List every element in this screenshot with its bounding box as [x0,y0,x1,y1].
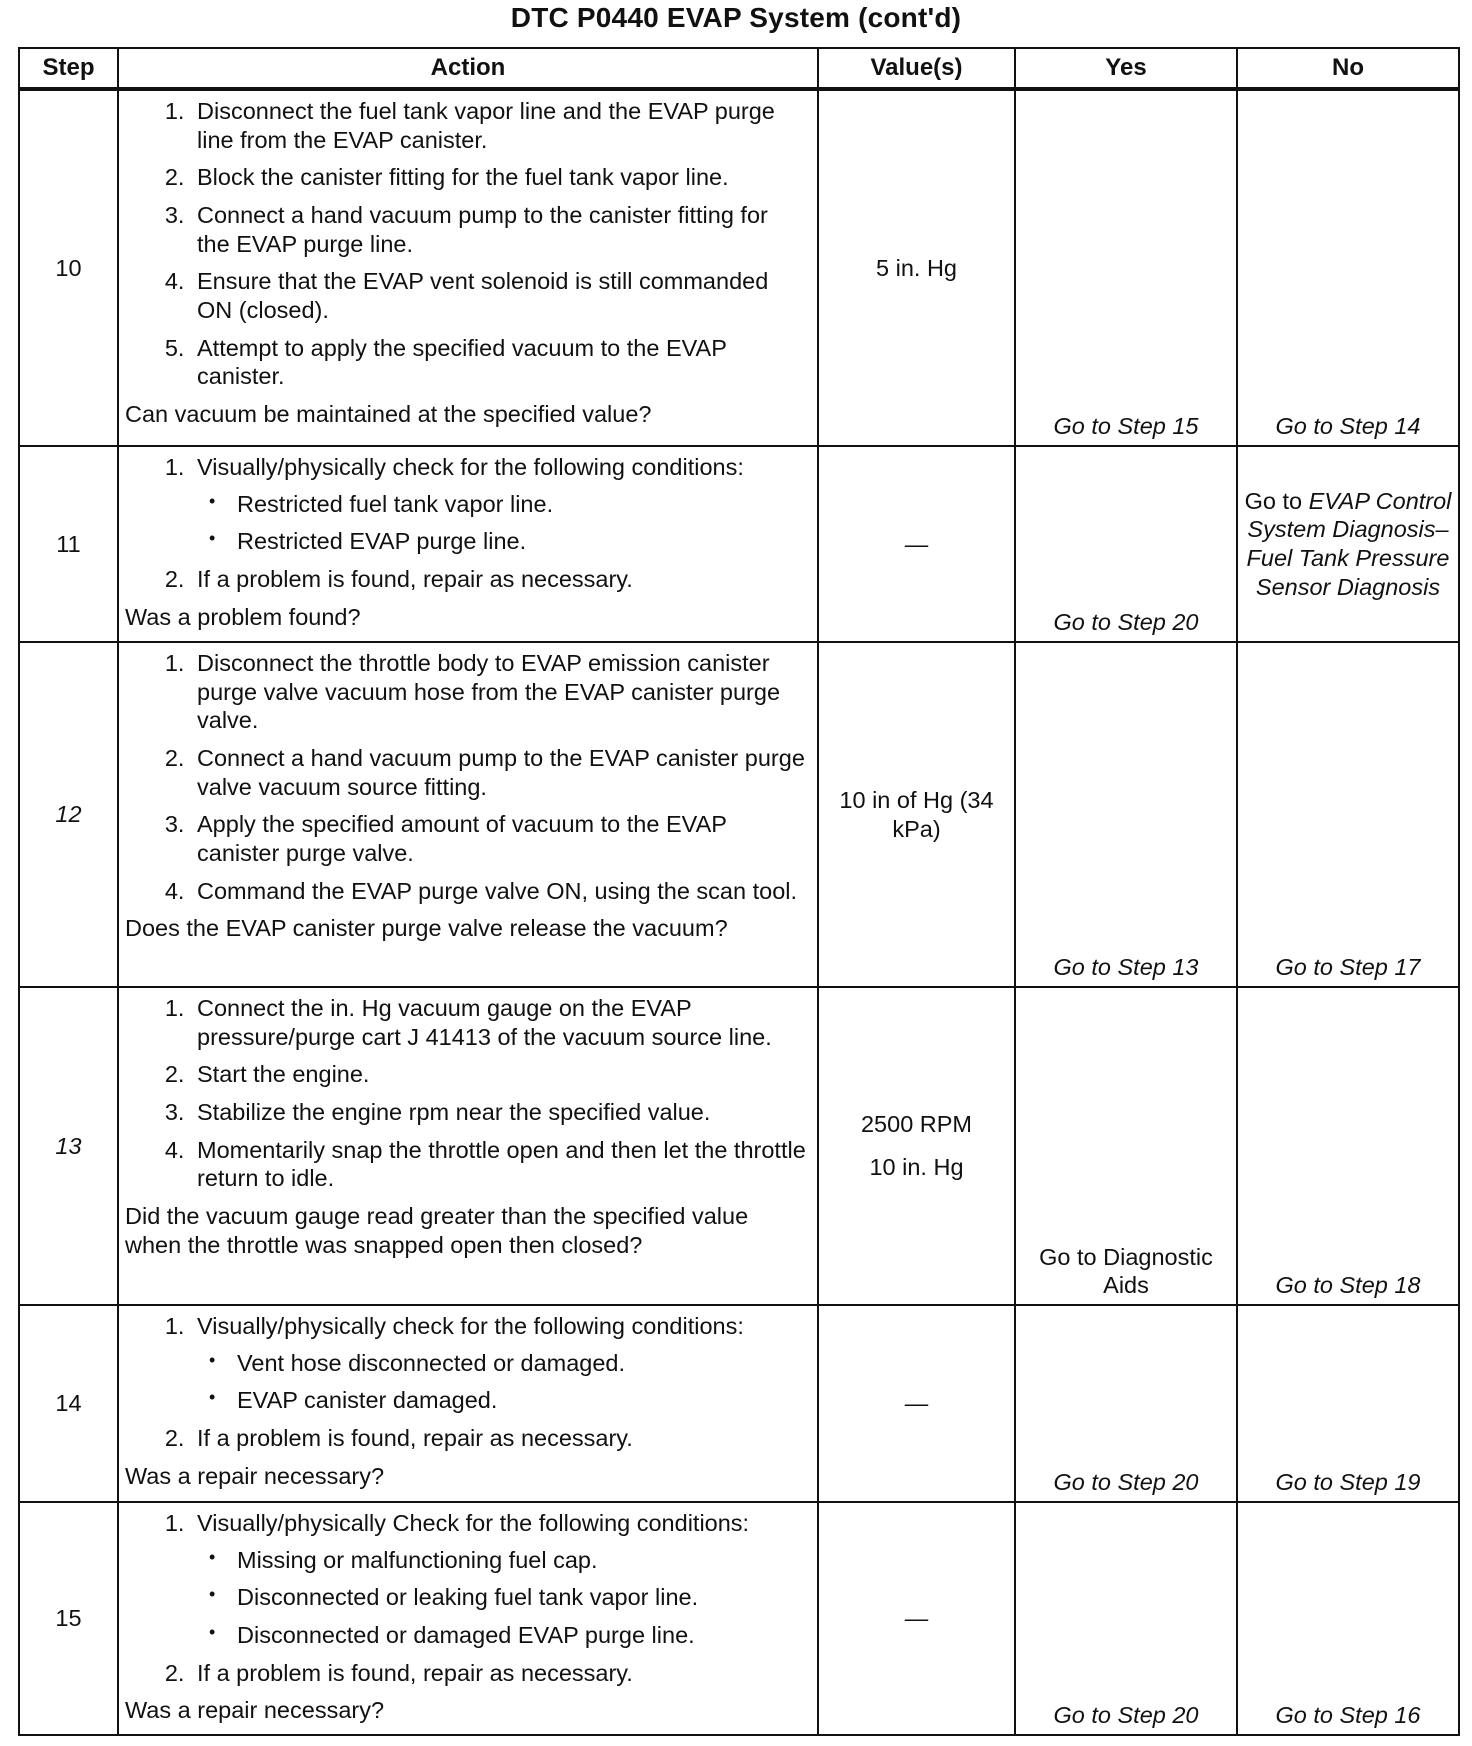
action-cell [118,1305,818,1502]
action-question: Can vacuum be maintained at the specified value? [125,400,652,427]
value-cell [818,642,1015,987]
action-item: 3. Stabilize the engine rpm near the specified value. [191,1098,807,1127]
value-text: 2500 RPM [860,1111,973,1138]
table-row-step-12 [19,642,1459,987]
yes-cell: Go to Step 20 [1015,1305,1237,1502]
action-item [191,1312,807,1415]
value-text: 10 in. Hg [869,1154,964,1180]
action-item: 1. Disconnect the throttle body to EVAP emission canister purge valve vacuum hose from the EVAP canister purge valve. [191,649,807,735]
step-number: 13 [19,987,118,1305]
bullet-item: • Vent hose disconnected or damaged. [237,1349,807,1378]
yes-cell: Go to Diagnostic Aids [1015,987,1237,1305]
header-no: No [1237,48,1459,89]
header-yes: Yes [1015,48,1237,89]
yes-cell: Go to Step 20 [1015,446,1237,642]
diagnostic-table [18,47,1460,1736]
table-row-step-13 [19,987,1459,1305]
value-cell [818,1305,1015,1502]
page-title: DTC P0440 EVAP System (cont'd) [510,2,962,33]
bullet-item: • Restricted fuel tank vapor line. [237,490,807,519]
action-item: 5. Attempt to apply the specified vacuum to the EVAP canister. [191,334,807,391]
action-item: 4. Command the EVAP purge valve ON, using the scan tool. [191,877,807,906]
action-item-text: Visually/physically check for the following conditions: [197,454,744,480]
no-cell-reference: EVAP Control System Diagnosis–Fuel Tank Pressure Sensor Diagnosis [1246,487,1452,600]
bullet-item: • Restricted EVAP purge line. [237,527,807,556]
action-item: 4. Momentarily snap the throttle open and then let the throttle return to idle. [191,1136,807,1193]
action-cell [118,89,818,446]
header-step: Step [19,48,118,89]
value-cell [818,446,1015,642]
table-row-step-14 [19,1305,1459,1502]
step-number: 15 [19,1502,118,1735]
action-question: Does the EVAP canister purge valve release the vacuum? [125,915,728,942]
step-number: 10 [19,89,118,446]
action-item [191,453,807,556]
table-row-step-15 [19,1502,1459,1735]
value-text: — [904,530,929,557]
action-item: 2. If a problem is found, repair as necessary. [191,565,807,594]
action-item: 2. If a problem is found, repair as necessary. [191,1659,807,1688]
action-question: Was a problem found? [125,603,361,630]
no-cell: Go to Step 14 [1237,89,1459,446]
value-text: 5 in. Hg [876,254,957,281]
header-action: Action [118,48,818,89]
yes-cell: Go to Step 15 [1015,89,1237,446]
action-item: 1. Connect the in. Hg vacuum gauge on the EVAP pressure/purge cart J 41413 of the vacuum source line. [191,994,807,1051]
value-cell [818,1502,1015,1735]
yes-cell: Go to Step 20 [1015,1502,1237,1735]
action-item-text: Visually/physically Check for the following conditions: [197,1510,750,1536]
no-cell: Go to Step 16 [1237,1502,1459,1735]
header-row [19,48,1459,89]
action-cell [118,987,818,1305]
no-cell: Go to Step 19 [1237,1305,1459,1502]
action-item: 4. Ensure that the EVAP vent solenoid is still commanded ON (closed). [191,267,807,324]
value-text: 10 in of Hg (34 kPa) [839,786,994,842]
action-item: 2. Block the canister fitting for the fuel tank vapor line. [191,163,807,192]
table-row-step-11 [19,446,1459,642]
step-number: 11 [19,446,118,642]
action-item: 2. Connect a hand vacuum pump to the EVAP canister purge valve vacuum source fitting. [191,744,807,801]
value-cell [818,987,1015,1305]
bullet-item: • Disconnected or damaged EVAP purge line. [237,1621,807,1650]
action-cell [118,642,818,987]
action-item-text: Visually/physically check for the following conditions: [197,1313,744,1339]
no-cell: Go to Step 18 [1237,987,1459,1305]
bullet-item: • EVAP canister damaged. [237,1386,807,1415]
yes-cell: Go to Step 13 [1015,642,1237,987]
action-question: Was a repair necessary? [125,1697,385,1724]
header-values: Value(s) [818,48,1015,89]
action-cell [118,1502,818,1735]
table-row-step-10 [19,89,1459,446]
step-number: 12 [19,642,118,987]
action-item [191,1509,807,1650]
action-cell [118,446,818,642]
bullet-item: • Disconnected or leaking fuel tank vapor line. [237,1583,807,1612]
value-text: — [904,1605,929,1632]
action-item: 1. Disconnect the fuel tank vapor line and the EVAP purge line from the EVAP canister. [191,97,807,154]
no-cell-prefix: Go to [1244,487,1303,514]
action-item: 2. Start the engine. [191,1060,807,1089]
action-question: Did the vacuum gauge read greater than the specified value when the throttle was snapped open then closed? [125,1202,749,1258]
action-question: Was a repair necessary? [125,1462,385,1489]
action-item: 2. If a problem is found, repair as necessary. [191,1424,807,1453]
value-cell [818,89,1015,446]
action-item: 3. Connect a hand vacuum pump to the canister fitting for the EVAP purge line. [191,201,807,258]
value-text: — [904,1390,929,1417]
action-item: 3. Apply the specified amount of vacuum to the EVAP canister purge valve. [191,810,807,867]
step-number: 14 [19,1305,118,1502]
no-cell [1237,446,1459,642]
bullet-item: • Missing or malfunctioning fuel cap. [237,1546,807,1575]
no-cell: Go to Step 17 [1237,642,1459,987]
